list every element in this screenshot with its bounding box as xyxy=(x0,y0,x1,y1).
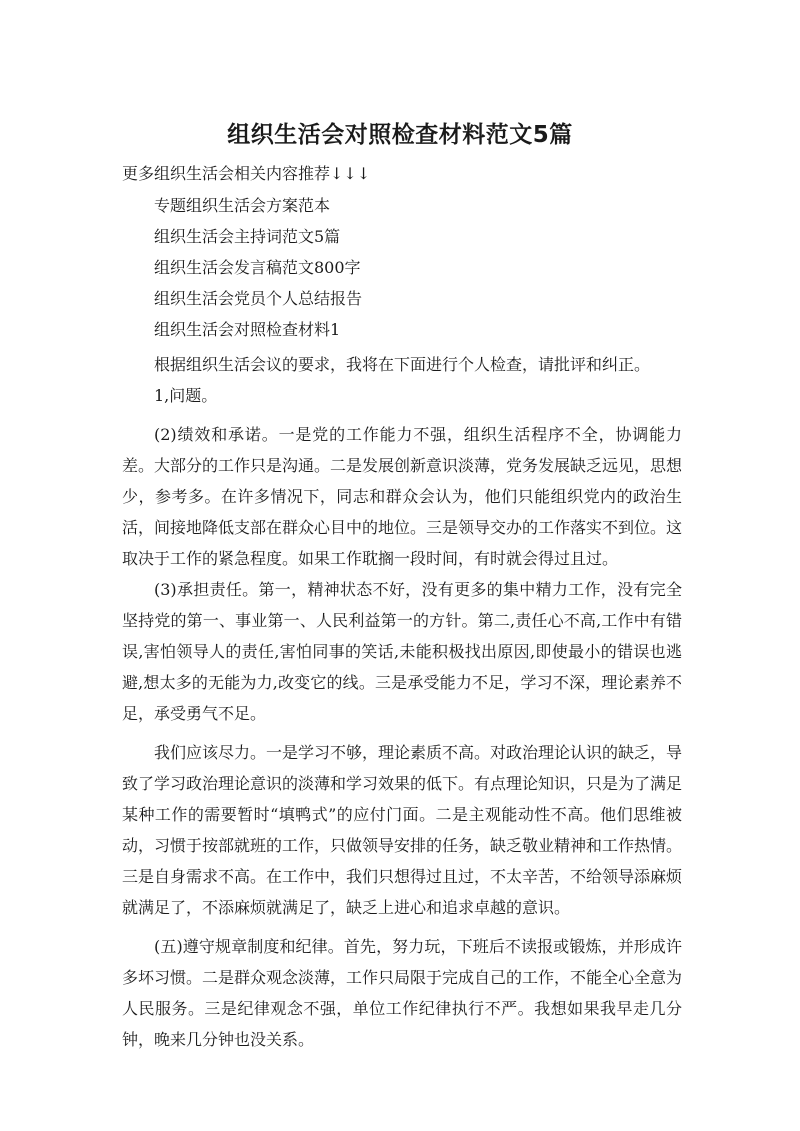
related-link-item[interactable]: 组织生活会主持词范文5篇 xyxy=(154,227,341,246)
related-content-intro: 更多组织生活会相关内容推荐↓↓↓ xyxy=(122,164,371,183)
document-title: 组织生活会对照检查材料范文5篇 xyxy=(227,122,573,148)
body-paragraph: 我们应该尽力。一是学习不够，理论素质不高。对政治理论认识的缺乏，导致了学习政治理论意识的淡薄和学习效果的低下。有点理论知识，只是为了满足某种工作的需要暂时“填鸭式”的应付门面。二是主观能动性不高。他们思维被动，习惯于按部就班的工作，只做领导安排的任务，缺乏敬业精神和工作热情。三是自身需求不高。在工作中，我们只想得过且过，不太辛苦，不给领导添麻烦就满足了，不添麻烦就满足了，缺乏上进心和追求卓越的意识。 xyxy=(122,743,683,917)
related-link-item[interactable]: 组织生活会发言稿范文800字 xyxy=(154,258,361,277)
related-link-item[interactable]: 组织生活会对照检查材料1 xyxy=(154,320,341,339)
body-paragraph: (五)遵守规章制度和纪律。首先，努力玩，下班后不读报或锻炼，并形成许多坏习惯。二是群众观念淡薄，工作只局限于完成自己的工作，不能全心全意为人民服务。三是纪律观念不强，单位工作纪律执行不严。我想如果我早走几分钟，晚来几分钟也没关系。 xyxy=(122,937,683,1049)
body-paragraph: (3)承担责任。第一，精神状态不好，没有更多的集中精力工作，没有完全坚持党的第一、事业第一、人民利益第一的方针。第二,责任心不高,工作中有错误,害怕领导人的责任,害怕同事的笑话,未能积极找出原因,即使最小的错误也逃避,想太多的无能为力,改变它的线。三是承受能力不足，学习不深，理论素养不足，承受勇气不足。 xyxy=(122,580,682,723)
body-paragraph: 根据组织生活会议的要求，我将在下面进行个人检查，请批评和纠正。 xyxy=(154,355,651,374)
related-link-item[interactable]: 组织生活会党员个人总结报告 xyxy=(154,289,363,308)
related-links-list xyxy=(154,193,362,348)
document-body xyxy=(122,349,682,1055)
body-paragraph: 1,问题。 xyxy=(154,386,218,405)
body-paragraph: (2)绩效和承诺。一是党的工作能力不强，组织生活程序不全，协调能力差。大部分的工作只是沟通。二是发展创新意识淡薄，党务发展缺乏远见，思想少，参考多。在许多情况下，同志和群众会认为，他们只能组织党内的政治生活，间接地降低支部在群众心目中的地位。三是领导交办的工作落实不到位。这取决于工作的紧急程度。如果工作耽搁一段时间，有时就会得过且过。 xyxy=(122,425,683,568)
related-link-item[interactable]: 专题组织生活会方案范本 xyxy=(154,196,331,215)
